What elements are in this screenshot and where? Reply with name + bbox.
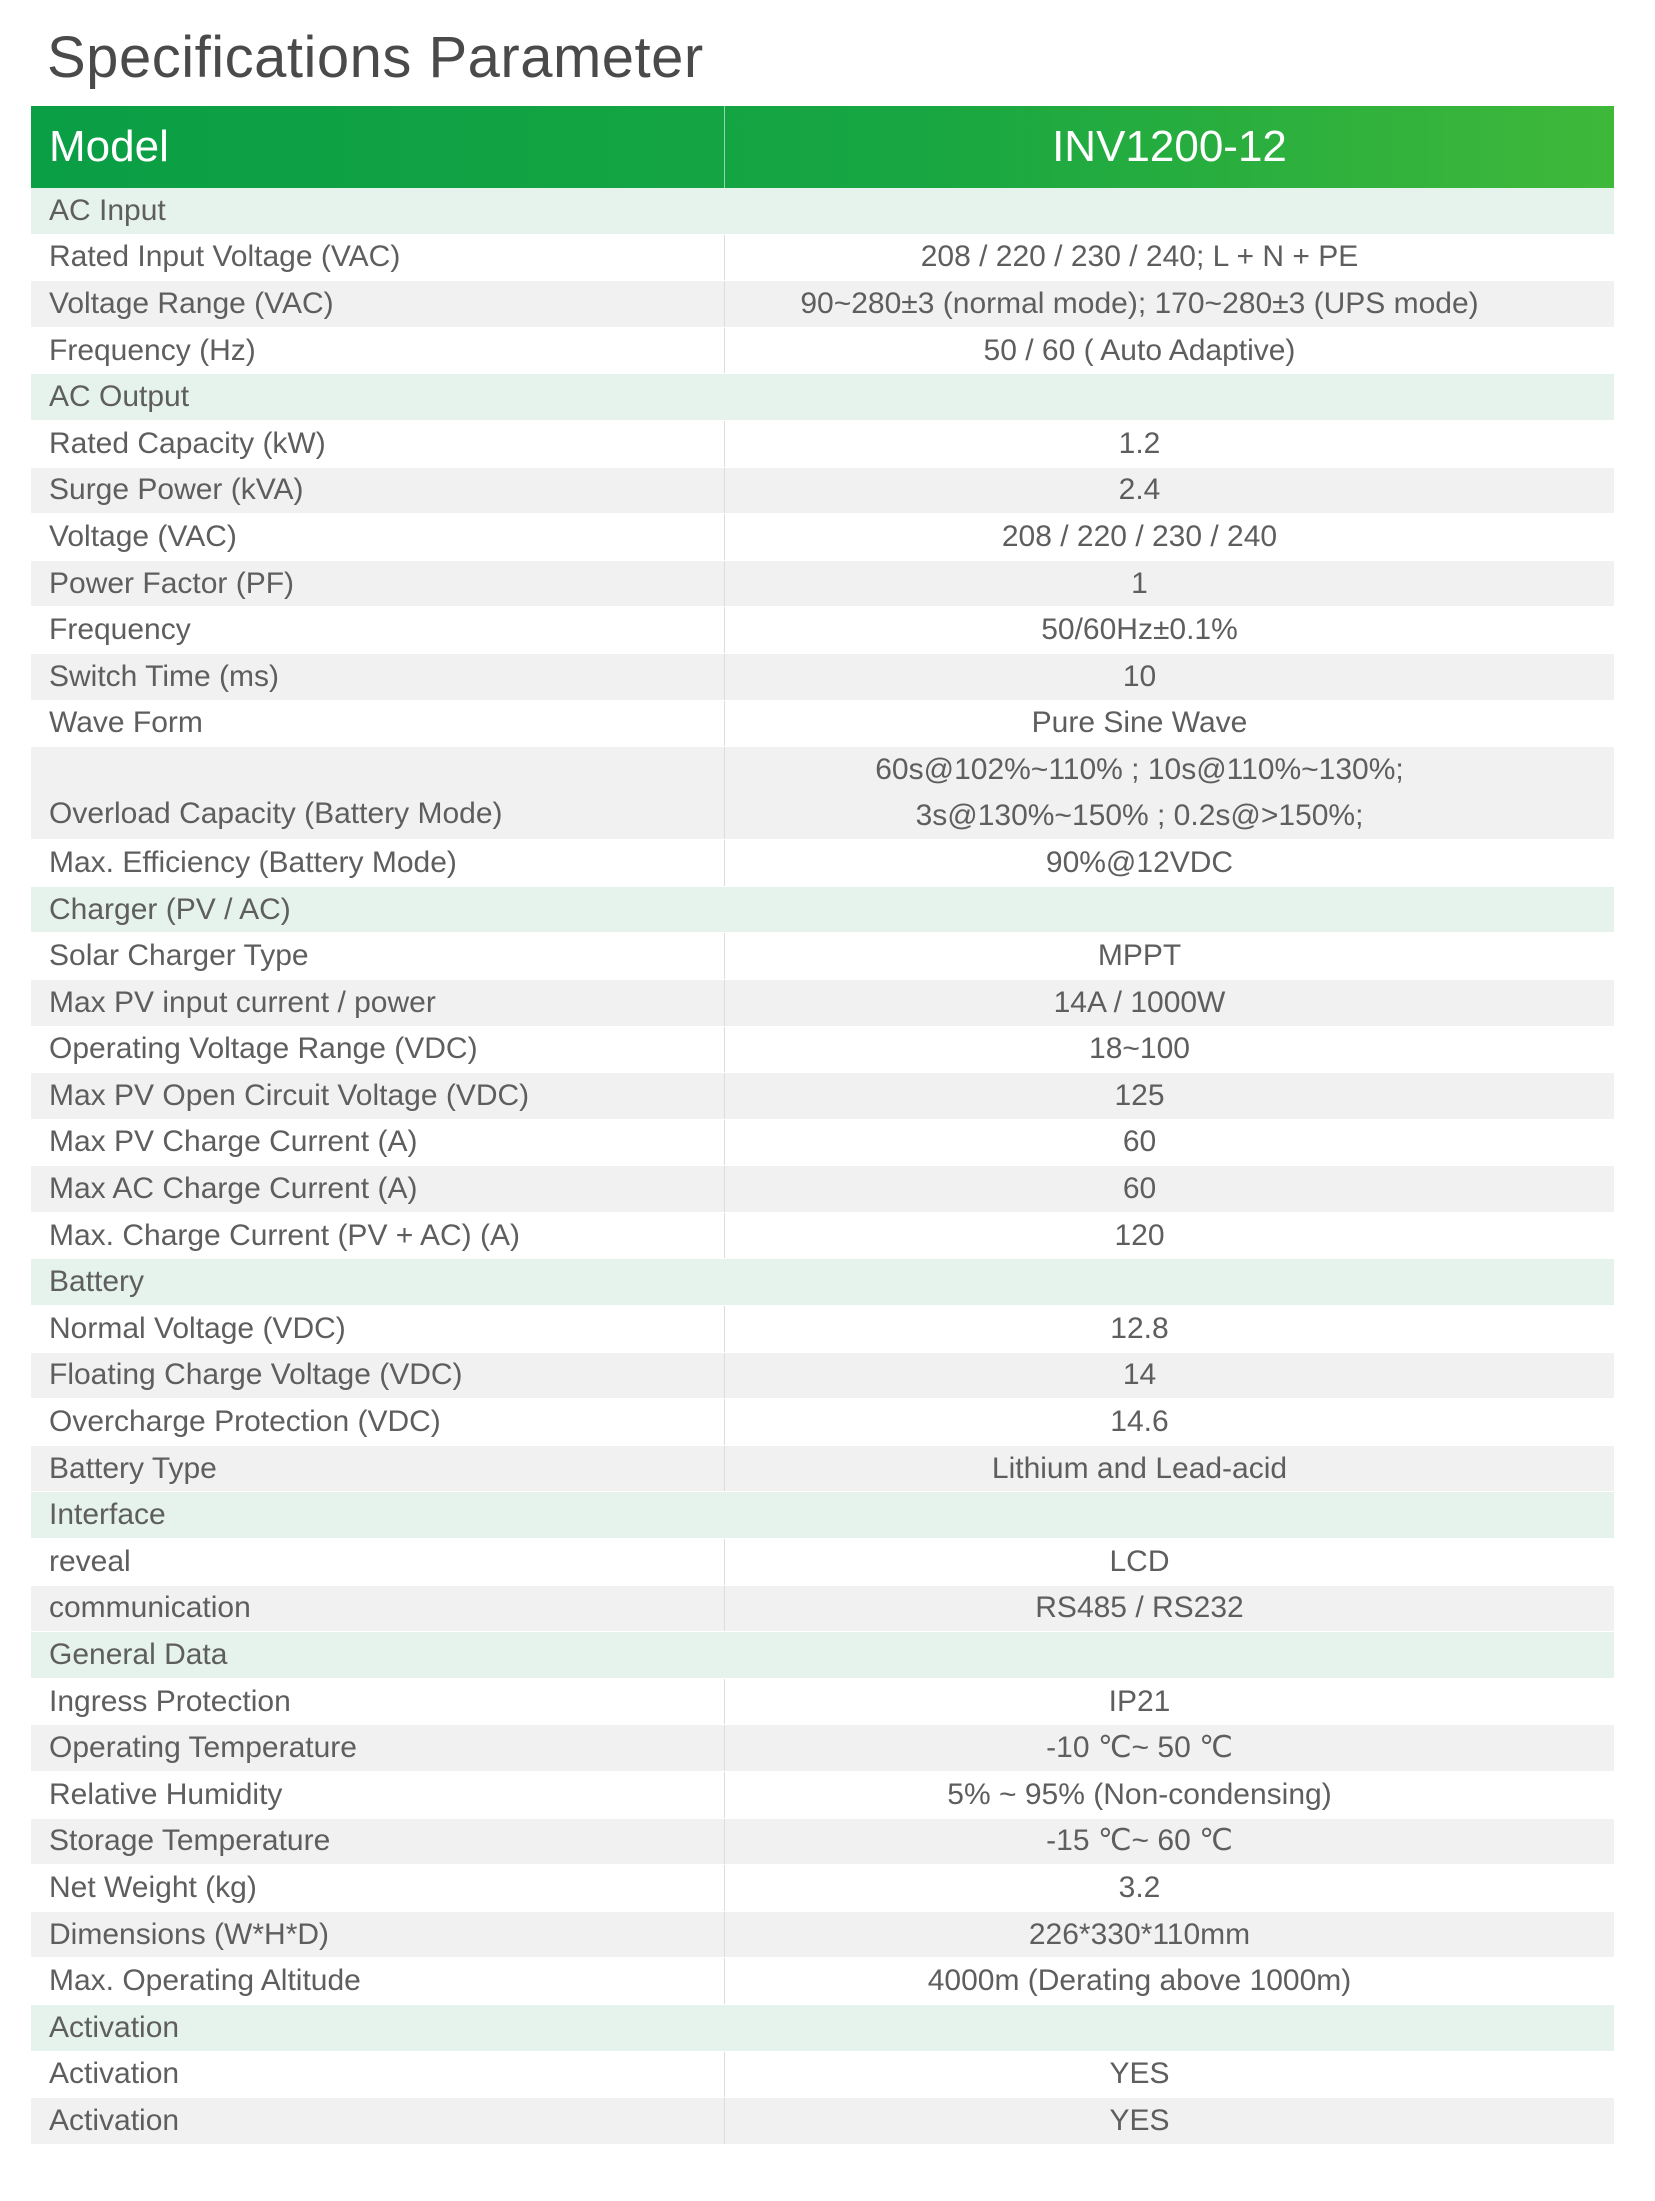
row-label: Storage Temperature [31, 1819, 725, 1865]
table-row [31, 1399, 1614, 1446]
table-row [31, 2052, 1614, 2099]
row-value-line: 125 [1114, 1078, 1165, 1112]
table-row [31, 1306, 1614, 1353]
row-value-line: 4000m (Derating above 1000m) [927, 1964, 1352, 1998]
table-body [31, 188, 1614, 2145]
row-value-line: 14.6 [1110, 1405, 1169, 1439]
row-value-line: 1.2 [1118, 426, 1161, 460]
table-row [31, 561, 1614, 608]
section-header-row [31, 1632, 1614, 1679]
section-header-row [31, 887, 1614, 934]
row-label: Activation [31, 2098, 725, 2144]
table-row [31, 281, 1614, 328]
section-header-row [31, 1492, 1614, 1539]
row-label: Operating Temperature [31, 1725, 725, 1771]
row-value [725, 1725, 1614, 1771]
row-value-line: 2.4 [1118, 473, 1161, 507]
row-value-line: 60 [1122, 1125, 1157, 1159]
row-value-line: 90%@12VDC [1045, 845, 1234, 879]
row-value [725, 468, 1614, 514]
row-value-line: 1 [1131, 566, 1148, 600]
row-value [725, 1399, 1614, 1445]
table-row [31, 1679, 1614, 1726]
spec-table [31, 106, 1614, 2145]
row-value [725, 1353, 1614, 1399]
row-value [725, 1213, 1614, 1259]
row-label: Voltage (VAC) [31, 514, 725, 560]
row-label: Max PV Open Circuit Voltage (VDC) [31, 1073, 725, 1119]
row-value [725, 701, 1614, 747]
row-value [725, 1865, 1614, 1911]
row-value [725, 1073, 1614, 1119]
table-row [31, 1353, 1614, 1400]
row-value [725, 1539, 1614, 1585]
row-label: Solar Charger Type [31, 933, 725, 979]
row-value-line: 50/60Hz±0.1% [1041, 613, 1238, 647]
table-row [31, 1725, 1614, 1772]
row-value [725, 328, 1614, 374]
section-label: AC Output [49, 380, 190, 414]
row-label: Frequency [31, 607, 725, 653]
row-label: Dimensions (W*H*D) [31, 1912, 725, 1958]
page-title: Specifications Parameter [47, 25, 704, 90]
table-row [31, 1446, 1614, 1493]
row-value [725, 374, 1614, 420]
row-value [725, 1166, 1614, 1212]
table-row [31, 421, 1614, 468]
row-value-line: -15 ℃~ 60 ℃ [1046, 1824, 1233, 1858]
table-header [31, 106, 1614, 188]
row-value [725, 2005, 1614, 2051]
table-row [31, 607, 1614, 654]
table-row [31, 1027, 1614, 1074]
row-value [725, 2052, 1614, 2098]
row-value [725, 2098, 1614, 2144]
row-value-line: 3s@130%~150% ; 0.2s@>150%; [915, 799, 1364, 833]
table-row [31, 1539, 1614, 1586]
row-label: Activation [31, 2052, 725, 2098]
row-value [725, 1259, 1614, 1305]
table-row [31, 747, 1614, 840]
row-value [725, 654, 1614, 700]
row-value-line: MPPT [1097, 939, 1182, 973]
row-label: Max. Operating Altitude [31, 1958, 725, 2004]
row-label: Max. Efficiency (Battery Mode) [31, 840, 725, 886]
row-value-line: 226*330*110mm [1028, 1917, 1251, 1951]
row-label: Normal Voltage (VDC) [31, 1306, 725, 1352]
section-label: Charger (PV / AC) [49, 892, 291, 926]
section-label: Activation [49, 2010, 180, 2044]
row-value-line: YES [1109, 2057, 1170, 2091]
table-row [31, 235, 1614, 282]
row-value [725, 1492, 1614, 1538]
row-label: Max. Charge Current (PV + AC) (A) [31, 1213, 725, 1259]
row-label: reveal [31, 1539, 725, 1585]
row-label: Max AC Charge Current (A) [31, 1166, 725, 1212]
row-value-line: YES [1109, 2103, 1170, 2137]
row-value-line: 50 / 60 ( Auto Adaptive) [983, 333, 1296, 367]
row-value [725, 1446, 1614, 1492]
row-label: Floating Charge Voltage (VDC) [31, 1353, 725, 1399]
row-value [725, 980, 1614, 1026]
row-value-line: 120 [1114, 1218, 1165, 1252]
table-row [31, 1073, 1614, 1120]
row-value-line: 60s@102%~110% ; 10s@110%~130%; [875, 753, 1404, 787]
table-row [31, 933, 1614, 980]
row-value-line: 5% ~ 95% (Non-condensing) [947, 1777, 1332, 1811]
table-row [31, 1865, 1614, 1912]
section-header-row [31, 374, 1614, 421]
row-label: Rated Capacity (kW) [31, 421, 725, 467]
header-label: Model [31, 106, 725, 188]
table-row [31, 654, 1614, 701]
table-row [31, 468, 1614, 515]
row-value-line: IP21 [1108, 1684, 1171, 1718]
table-row [31, 1166, 1614, 1213]
row-value-line: 14 [1122, 1358, 1157, 1392]
row-label: Battery Type [31, 1446, 725, 1492]
table-row [31, 328, 1614, 375]
table-row [31, 1120, 1614, 1167]
row-value [725, 747, 1614, 839]
row-value [725, 561, 1614, 607]
table-row [31, 514, 1614, 561]
row-value [725, 421, 1614, 467]
row-value-line: 208 / 220 / 230 / 240 [1001, 519, 1278, 553]
row-label: Max PV Charge Current (A) [31, 1120, 725, 1166]
row-value [725, 1586, 1614, 1632]
row-value-line: Lithium and Lead-acid [991, 1451, 1288, 1485]
row-value [725, 188, 1614, 234]
row-value-line: 3.2 [1118, 1870, 1161, 1904]
table-row [31, 701, 1614, 748]
row-value-line: LCD [1109, 1544, 1170, 1578]
row-value [725, 1120, 1614, 1166]
row-value [725, 1772, 1614, 1818]
row-value-line: Pure Sine Wave [1031, 706, 1248, 740]
table-row [31, 1213, 1614, 1260]
row-label: Rated Input Voltage (VAC) [31, 235, 725, 281]
row-label: Frequency (Hz) [31, 328, 725, 374]
section-header-row [31, 188, 1614, 235]
row-value [725, 933, 1614, 979]
section-header-row [31, 2005, 1614, 2052]
row-value [725, 1027, 1614, 1073]
row-value-line: 10 [1122, 659, 1157, 693]
row-label: Overcharge Protection (VDC) [31, 1399, 725, 1445]
section-label: General Data [49, 1638, 228, 1672]
row-value-line: 90~280±3 (normal mode); 170~280±3 (UPS mode) [800, 286, 1479, 320]
row-label: Operating Voltage Range (VDC) [31, 1027, 725, 1073]
section-label: Battery [49, 1265, 145, 1299]
table-row [31, 1819, 1614, 1866]
row-value [725, 281, 1614, 327]
row-label: Net Weight (kg) [31, 1865, 725, 1911]
table-row [31, 1912, 1614, 1959]
header-model-value: INV1200-12 [1052, 122, 1287, 171]
row-label: Wave Form [31, 701, 725, 747]
row-value-line: -10 ℃~ 50 ℃ [1046, 1731, 1233, 1765]
row-value [725, 887, 1614, 933]
row-label: Power Factor (PF) [31, 561, 725, 607]
row-value [725, 607, 1614, 653]
row-label: Relative Humidity [31, 1772, 725, 1818]
row-value [725, 235, 1614, 281]
row-value-line: 208 / 220 / 230 / 240; L + N + PE [920, 240, 1359, 274]
row-label: Surge Power (kVA) [31, 468, 725, 514]
section-label: AC Input [49, 193, 166, 227]
table-row [31, 980, 1614, 1027]
row-value-line: 12.8 [1110, 1311, 1169, 1345]
row-label: Ingress Protection [31, 1679, 725, 1725]
table-row [31, 1958, 1614, 2005]
section-label: Interface [49, 1498, 166, 1532]
section-header-row [31, 1259, 1614, 1306]
row-value [725, 514, 1614, 560]
row-value [725, 1958, 1614, 2004]
table-row [31, 1586, 1614, 1633]
row-value [725, 1679, 1614, 1725]
row-value [725, 840, 1614, 886]
row-label: Voltage Range (VAC) [31, 281, 725, 327]
table-row [31, 2098, 1614, 2145]
row-value [725, 1632, 1614, 1678]
row-value [725, 1912, 1614, 1958]
row-label: Overload Capacity (Battery Mode) [31, 747, 725, 839]
table-row [31, 1772, 1614, 1819]
row-value-line: 14A / 1000W [1053, 985, 1226, 1019]
row-value-line: 18~100 [1089, 1032, 1190, 1066]
row-label: Max PV input current / power [31, 980, 725, 1026]
table-row [31, 840, 1614, 887]
row-value [725, 1306, 1614, 1352]
row-value-line: RS485 / RS232 [1035, 1591, 1244, 1625]
row-label: Switch Time (ms) [31, 654, 725, 700]
row-label: communication [31, 1586, 725, 1632]
row-value [725, 1819, 1614, 1865]
row-value-line: 60 [1122, 1172, 1157, 1206]
